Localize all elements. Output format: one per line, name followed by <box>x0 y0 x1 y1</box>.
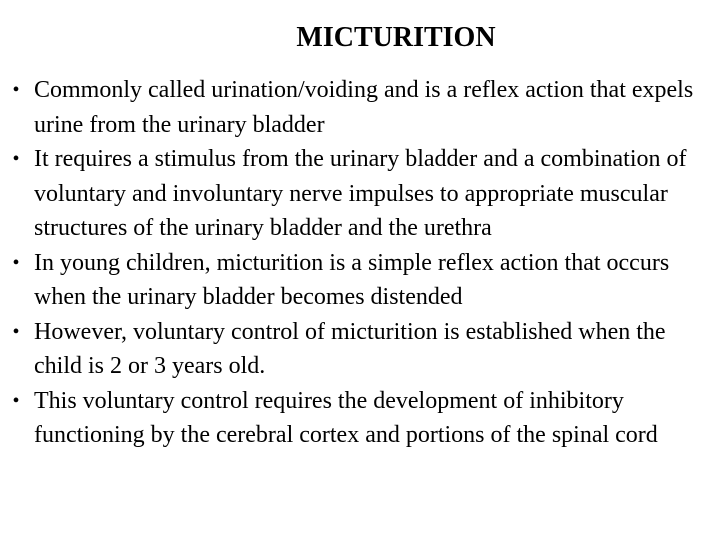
bullet-item <box>0 315 720 384</box>
bullet-dot-icon: • <box>12 79 20 101</box>
bullet-text: In young children, micturition is a simple reflex action that occurs when the urinary bladder becomes distended <box>34 249 670 310</box>
bullet-dot-icon: • <box>12 320 20 343</box>
bullet-item <box>0 73 720 142</box>
bullet-text: This voluntary control requires the development of inhibitory functioning by the cerebral cortex and portions of the spinal cord <box>34 387 658 448</box>
bullet-text: However, voluntary control of micturition is established when the child is 2 or 3 years old. <box>34 318 666 379</box>
bullet-item <box>0 246 720 315</box>
bullet-list <box>0 73 720 453</box>
bullet-dot-icon: • <box>12 148 20 170</box>
bullet-text: Commonly called urination/voiding and is a reflex action that expels urine from the urinary bladder <box>34 77 694 138</box>
bullet-item <box>0 142 720 246</box>
bullet-item <box>0 384 720 453</box>
bullet-text: It requires a stimulus from the urinary bladder and a combination of voluntary and involuntary nerve impulses to appropriate muscular structures of the urinary bladder and the urethra <box>34 146 687 241</box>
bullet-dot-icon: • <box>12 389 20 412</box>
bullet-dot-icon: • <box>12 251 20 274</box>
slide-title: MICTURITION <box>296 22 496 53</box>
